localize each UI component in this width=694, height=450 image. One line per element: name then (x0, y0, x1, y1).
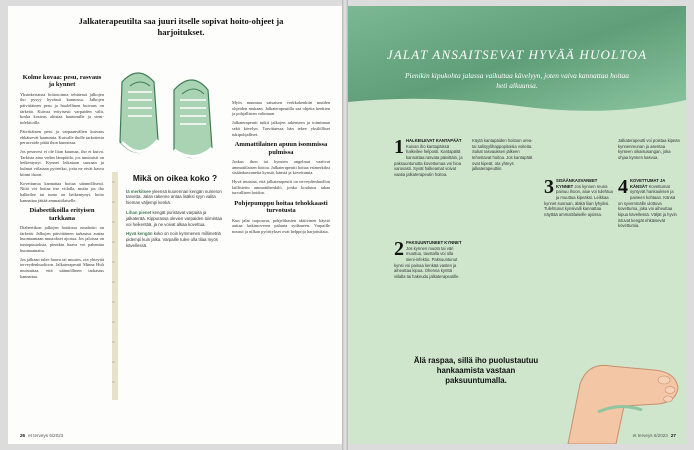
magazine-name: et terveys 6/2023 (28, 433, 64, 438)
tip-title: HALKEILEVAT KANTAPÄÄT (406, 138, 462, 143)
tip-text: Käytä kantapäiden hoitoon urea- tai salisyylihappopitoisia voiteita. Sukat rasvauksen jälkeen tehostavat hoitoa. Jos kantapäät ovat kipeät, ota yhteys jalkaterapeuttiin. (472, 138, 533, 172)
right-page (348, 6, 686, 444)
shoe-size-title: Mikä on oikea koko ? (132, 173, 218, 183)
right-lead: Pienikin kipukohta jalassa vaikuttaa kävelyyn, joten vaiva kannattaa hoitaa heti alkuunsa. (405, 71, 629, 90)
page-number: 27 (670, 433, 676, 438)
tip-3-continued (618, 138, 680, 164)
measuring-tape-decoration (112, 172, 118, 400)
left-column-a (20, 70, 104, 282)
sneakers-illustration (108, 62, 226, 166)
tip-2 (394, 240, 464, 280)
right-title: JALAT ANSAITSEVAT HYVÄÄ HUOLTOA (386, 47, 648, 62)
paragraph: Jos jalkaan tulee haava tai muutos, ota yhteyttä terveydenhuoltoon. Jalkaterapeutti Minna Hult muistuttaa, että säännöllinen tarkastus kannattaa. (20, 256, 104, 279)
tip-1-continued (472, 138, 538, 175)
tip-text: Kovettumat syntyvät hankauksen ja paineen kohtaan. Känsä on syvemmälle ulottuva kovettuma, joka voi aiheuttaa kipua kävellessä. Väljät ja hyvin istuvat kengät ehkäisevät kovettumia. (618, 183, 677, 229)
subheading-ammattilainen: Ammattilainen apuun isommissa pulmissa (234, 141, 328, 156)
paragraph: Kun jalat turpoavat, pohjelihasten aktiivinen käyttö auttaa laskimoveren paluuta sydämeen. Varpaille nousut ja nilkan pyöritykset ovat helppoja harjoituksia. (232, 217, 330, 235)
magazine-name: et terveys 6/2023 (632, 433, 668, 438)
paragraph: Myös muuntaa saisaisen verkkokenkiin muiden ohjeiden mukaan. Jalkaterapeutilla saa ohjeita kenkien ja pohjallisten valintaan. (232, 100, 330, 117)
tip-text: Kuivan iho kantapäissä halkeilee helposti. Kantapäitä kannattaa rasvata päivittäin, ja paksuuntunutta kovettumaa voi hioa varovasti. Syvät halkeamat voivat vaatia jalkaterapeutin hoitoa. (394, 143, 463, 178)
tip-4 (618, 178, 680, 229)
page-number: 26 (20, 433, 26, 438)
left-page (8, 6, 342, 444)
paragraph: Hyvä muistaa, että jalkaterapeutti on terveydenhuollon laillistettu ammattihenkilö, jonka koulutus takaa turvallisen hoidon. (232, 178, 330, 196)
right-header (348, 6, 686, 114)
tip-3 (544, 178, 614, 218)
paragraph: Diabeetikon jalkojen hoidossa omahoito on tärkeää. Jalkojen päivittäinen tarkastus auttaa huomaamaan muutokset ajoissa. Jos jaloissa on tuntopuutoksia, pienikin haava voi pahentua huomaamatta. (20, 224, 104, 253)
tip-text: Jalkaterapeutti voi poistaa kipeän kynnenreunan ja asentaa kynteen oikaisusangan, joka ohjaa kynnen kasvua. (618, 138, 680, 161)
tip-1 (394, 138, 464, 178)
tip-text: Jos kynnen reuna painuu ihoon, alue voi tulehtua ja muuttua kipeäksi. Leikkaa kynnet suoraan, äläkä liian lyhyiksi. Tulehtunut kynsivalli kannattaa näyttää ammattilaiselle ajoissa. (544, 183, 613, 218)
left-shoe (120, 73, 158, 153)
shoe-size-box (126, 174, 224, 253)
paragraph: Päivittäinen pesu ja varpaanvälien kuivaus ehkäisevät hautumia. Kuivalle iholle tarkoitettu perusvoide pitää ihon kunnossa. (20, 128, 104, 146)
pull-quote: Älä raspaa, sillä iho puolustautuu hankaamista vastaan paksuuntumalla. (413, 356, 539, 386)
left-column-c (232, 100, 330, 238)
shoe-size-item: Lihan pienet kengät puristavat varpaita ja jalkaterää. Kippurassa olevien varpaiden toimintaa voi heikentää, ja ne voivat alkaa kovettua. (126, 210, 223, 227)
tip-number: 4 (618, 176, 628, 198)
right-shoe (174, 80, 212, 158)
tip-number: 1 (394, 136, 404, 158)
subheading-pesu: Kolme kovaa: pesu, rasvaus ja kynnet (22, 74, 102, 89)
shoe-size-item: Hyvä kengän koko on noin kymmenen millimetriä pidempi kuin jalka. Varpaille tulee olla tilaa myös kävellessä. (126, 231, 221, 249)
paragraph: Jos pesuvesi ei ole liian kuumaa, iho ei kuivu. Tarkista aina veden lämpötila, jos tuntoaisti on heikentynyt. Kynnet leikataan suoraan ja kulmat viilataan pyöreiksi, jotta ne eivät kasva kiinni ihoon. (20, 148, 104, 177)
subheading-diabeetikot: Diabeetikoilla erityisen tarkkana (29, 207, 95, 222)
left-headline: Jalkaterapeutilta saa juuri itselle sopivat hoito-ohjeet ja harjoitukset. (78, 16, 284, 37)
tip-title: PAKSUUNTUNEET KYNNET (406, 240, 462, 245)
bare-feet-illustration (558, 306, 686, 444)
shoe-size-item: Iä merkitsee yleensä kuurennan kengän numeron tarvetta. Jalan rakenne antaa lisäksi syyn valita hieman väljempi kenkä. (126, 188, 222, 206)
tip-title: SISÄÄNKASVANEET KYNNET (556, 178, 598, 189)
paragraph: Joskus ihon tai kynsien ongelmat vaativat ammattilaisen hoitoa. Jalkaterapeutti hoitaa esimerkiksi sisäänkasvaneita kynsiä, känsiä ja kovettumia. (232, 158, 330, 176)
tip-text: Jos kynnen muoto tai väri muuttuu, taustalla voi olla sieni-infektio. Paksuuntunut kynsi voi painaa kenkää vasten ja aiheuttaa kipua. Ohenna kynttä viilalla tai hakeudu jalkaterapeutille. (394, 245, 460, 280)
paragraph: Jalkaterapeutti tutkii jalkojen rakenteen ja toiminnan sekä kävelyn. Tarvittaessa hän tekee yksilölliset tukipohjalliset. (232, 120, 330, 137)
subheading-pohjepumppu: Pohjepumppu hoitaa tehokkaasti turvotusta (234, 200, 328, 215)
tip-number: 3 (544, 176, 554, 198)
tip-title: KOVETTUMAT JA KÄNSÄT (630, 178, 666, 189)
right-page-footer (633, 433, 676, 438)
tip-number: 2 (394, 238, 404, 260)
paragraph: Kovettumia kannattaa hoitaa säännöllisesti. Niitä voi hoitaa itse viilalla, mutta jos iho halkeilee tai tunto on heikentynyt, hoito kannattaa jättää ammattilaiselle. (20, 180, 104, 203)
paragraph: Yksinkertaisia hoitotoimia tehtäessä jalkojen iho pysyy hyvässä kunnossa. Jalkojen päivittäinen pesu ja huolellinen kuivaus on tärkeää. Kuivaa erityisesti varpaiden välit, koska kosteus altistaa hautumille ja sieni-infektioille. (20, 91, 104, 126)
left-page-footer (20, 433, 63, 438)
